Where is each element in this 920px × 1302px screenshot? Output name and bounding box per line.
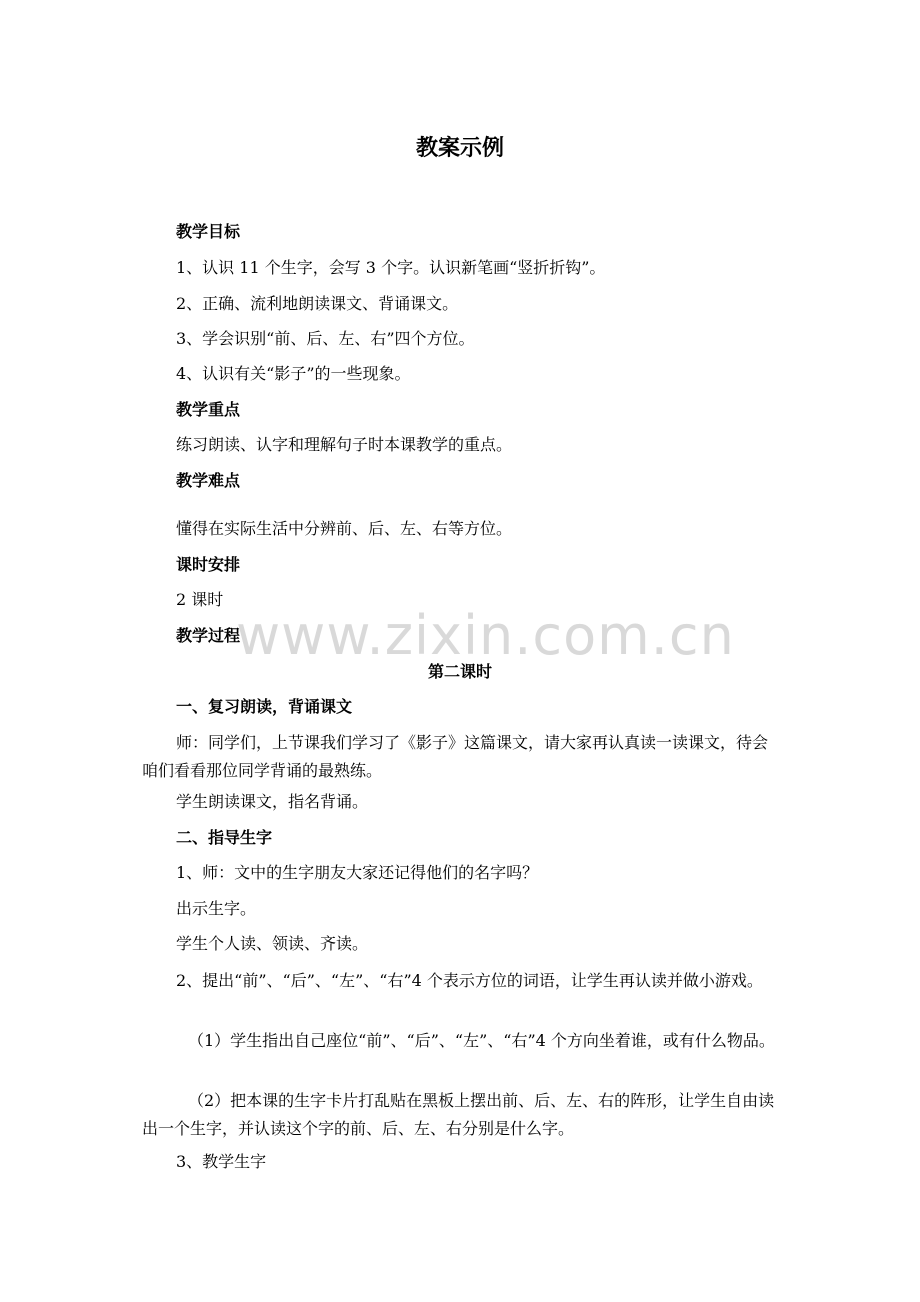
difficulties-heading: 教学难点 <box>176 471 241 490</box>
section2-paragraph-4: 2、提出“前”、“后”、“左”、“右”4 个表示方位的词语，让学生再认读并做小游戏。 <box>176 971 763 990</box>
goals-heading: 教学目标 <box>176 222 241 241</box>
section2-paragraph-7: 3、教学生字 <box>176 1152 267 1171</box>
goal-item-3: 3、学会识别“前、后、左、右”四个方位。 <box>176 329 475 348</box>
section2-paragraph-2: 出示生字。 <box>176 899 257 918</box>
difficulties-text: 懂得在实际生活中分辨前、后、左、右等方位。 <box>176 519 513 538</box>
section2-paragraph-3: 学生个人读、领读、齐读。 <box>176 934 369 953</box>
goal-item-4: 4、认识有关“影子”的一些现象。 <box>176 364 411 383</box>
section1-paragraph-1: 师：同学们，上节课我们学习了《影子》这篇课文，请大家再认真读一读课文，待会咱们看看那位同学背诵的最熟练。 <box>142 733 769 780</box>
goal-item-2: 2、正确、流利地朗读课文、背诵课文。 <box>176 294 459 313</box>
watermark: www.zixin.com.cn <box>236 604 735 667</box>
section2-heading: 二、指导生字 <box>176 828 273 847</box>
section2-paragraph-6: （2）把本课的生字卡片打乱贴在黑板上摆出前、后、左、右的阵形，让学生自由读出一个生字，并认读这个字的前、后、左、右分别是什么字。 <box>142 1091 775 1138</box>
process-heading: 教学过程 <box>176 626 241 645</box>
section1-paragraph-2: 学生朗读课文，指名背诵。 <box>176 792 369 811</box>
key-points-text: 练习朗读、认字和理解句子时本课教学的重点。 <box>176 435 513 454</box>
section2-paragraph-1: 1、师：文中的生字朋友大家还记得他们的名字吗？ <box>176 863 539 882</box>
schedule-heading: 课时安排 <box>176 555 241 574</box>
section1-heading: 一、复习朗读，背诵课文 <box>176 697 353 716</box>
lesson-heading: 第二课时 <box>427 662 492 681</box>
schedule-text: 2 课时 <box>176 590 224 609</box>
document-title: 教案示例 <box>415 135 504 161</box>
goal-item-1: 1、认识 11 个生字，会写 3 个字。认识新笔画“竖折折钩”。 <box>176 258 606 277</box>
key-points-heading: 教学重点 <box>176 400 241 419</box>
section2-paragraph-5: （1）学生指出自己座位“前”、“后”、“左”、“右”4 个方向坐着谁，或有什么物品。 <box>188 1031 775 1050</box>
